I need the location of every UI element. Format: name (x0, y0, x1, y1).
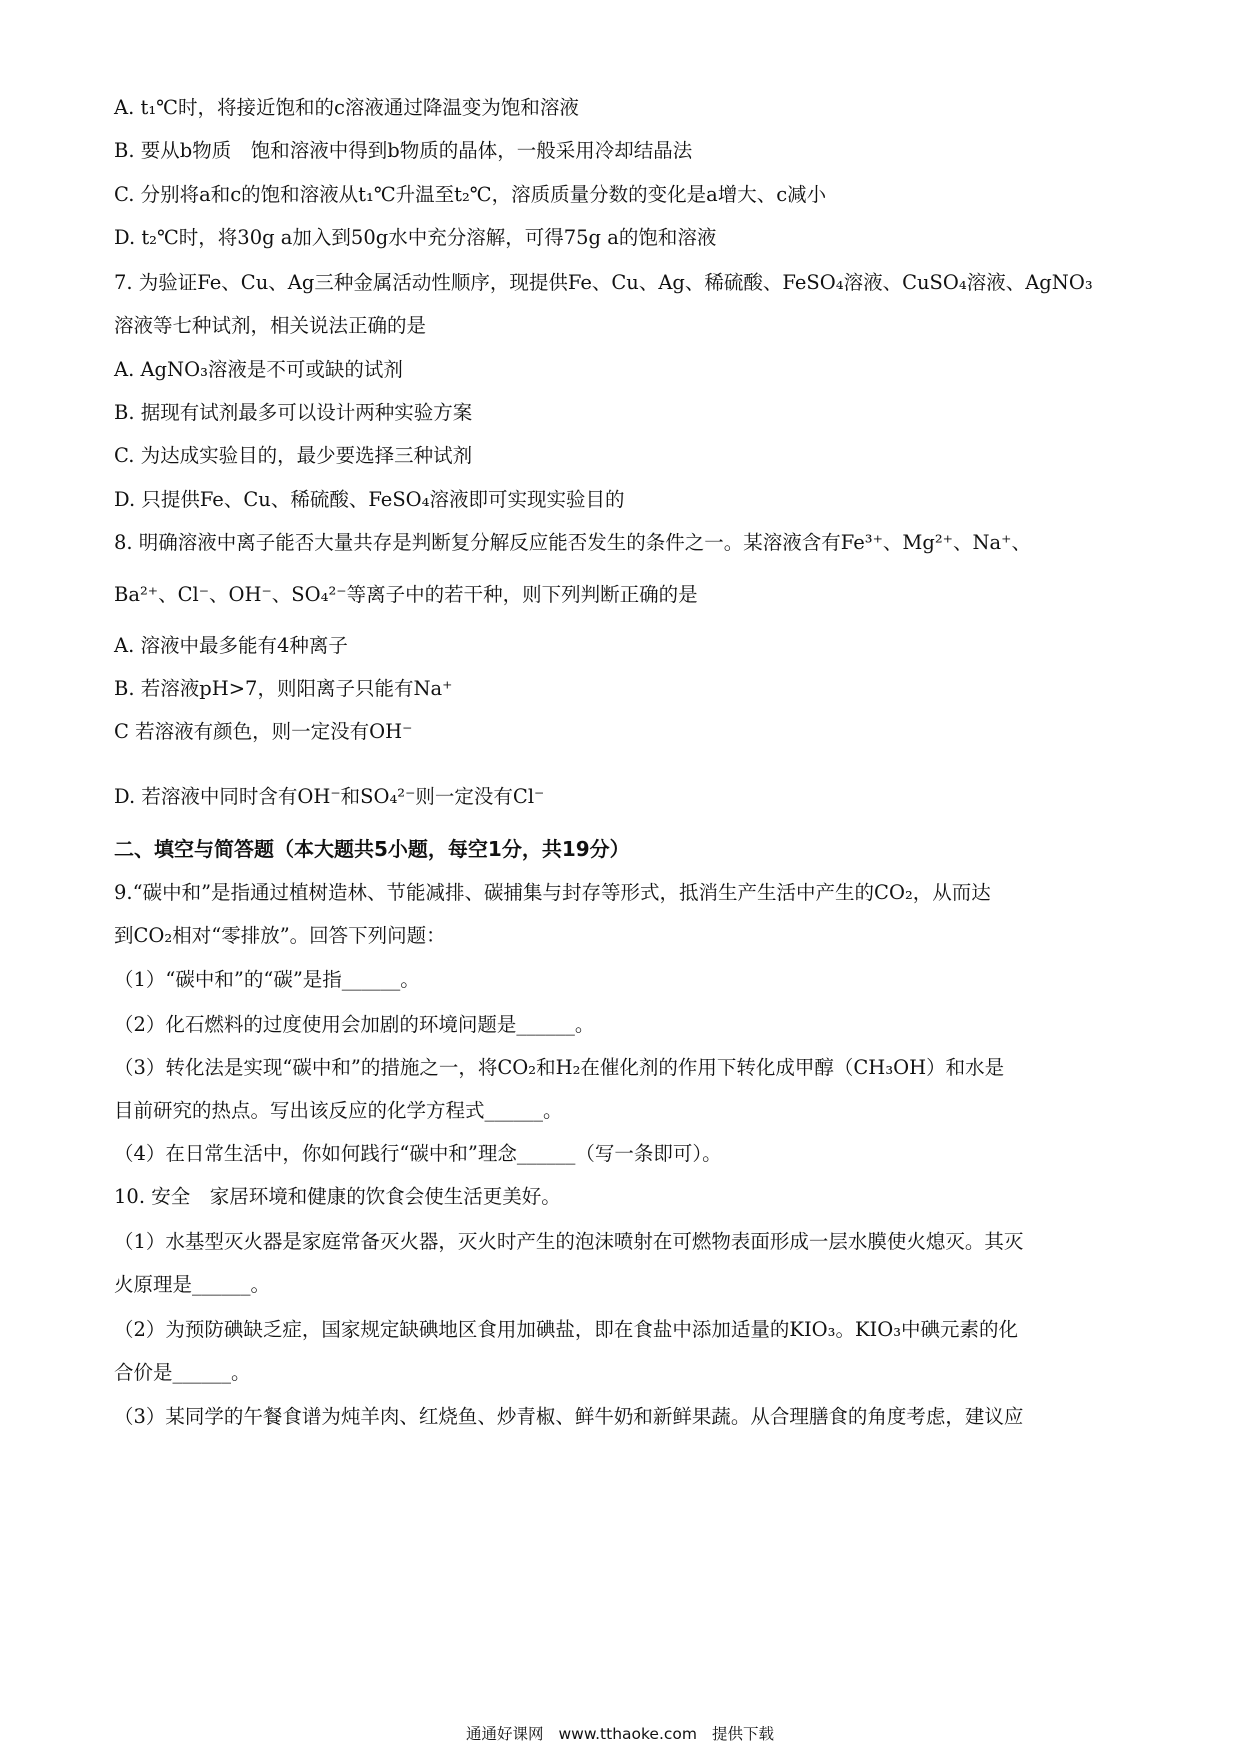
question-10-2: （2）为预防碘缺乏症，国家规定缺碘地区食用加碘盐，即在食盐中添加适量的KIO₃。KIO₃中碘元素的化 (114, 1318, 1019, 1341)
section-heading: 二、填空与简答题（本大题共5小题，每空1分，共19分） (114, 837, 630, 861)
question-10-3: （3）某同学的午餐食谱为炖羊肉、红烧鱼、炒青椒、鲜牛奶和新鲜果蔬。从合理膳食的角度考虑，建议应 (114, 1405, 1024, 1428)
footer-site-name: 通通好课网 (466, 1725, 544, 1743)
option-8a: A. 溶液中最多能有4种离子 (114, 634, 348, 657)
question-9-cont: 到CO₂相对“零排放”。回答下列问题： (114, 924, 446, 947)
option-8d: D. 若溶液中同时含有OH⁻和SO₄²⁻则一定没有Cl⁻ (114, 785, 545, 808)
option-7a: A. AgNO₃溶液是不可或缺的试剂 (114, 358, 403, 381)
question-8: 8. 明确溶液中离子能否大量共存是判断复分解反应能否发生的条件之一。某溶液含有Fe³⁺、Mg²⁺、Na⁺、 (114, 531, 1031, 554)
footer-note: 提供下载 (711, 1725, 774, 1743)
question-8-cont: Ba²⁺、Cl⁻、OH⁻、SO₄²⁻等离子中的若干种，则下列判断正确的是 (114, 583, 698, 606)
question-9-3-cont: 目前研究的热点。写出该反应的化学方程式______。 (114, 1099, 563, 1122)
page-footer (0, 1722, 1240, 1744)
question-10-1: （1）水基型灭火器是家庭常备灭火器，灭火时产生的泡沫喷射在可燃物表面形成一层水膜使火熄灭。其灭 (114, 1230, 1024, 1253)
option-7d: D. 只提供Fe、Cu、稀硫酸、FeSO₄溶液即可实现实验目的 (114, 488, 625, 511)
question-7: 7. 为验证Fe、Cu、Ag三种金属活动性顺序，现提供Fe、Cu、Ag、稀硫酸、FeSO₄溶液、CuSO₄溶液、AgNO₃ (114, 271, 1093, 294)
question-10: 10. 安全 家居环境和健康的饮食会使生活更美好。 (114, 1185, 561, 1208)
option-8b: B. 若溶液pH>7，则阳离子只能有Na⁺ (114, 677, 453, 700)
question-9-3: （3）转化法是实现“碳中和”的措施之一，将CO₂和H₂在催化剂的作用下转化成甲醇（CH₃OH）和水是 (114, 1056, 1005, 1079)
question-10-2-cont: 合价是______。 (114, 1361, 251, 1384)
question-9-4: （4）在日常生活中，你如何践行“碳中和”理念______（写一条即可）。 (114, 1142, 722, 1165)
option-6d: D. t₂℃时，将30g a加入到50g水中充分溶解，可得75g a的饱和溶液 (114, 226, 717, 249)
question-9: 9.“碳中和”是指通过植树造林、节能减排、碳捕集与封存等形式，抵消生产生活中产生的CO₂，从而达 (114, 881, 991, 904)
question-9-2: （2）化石燃料的过度使用会加剧的环境问题是______。 (114, 1013, 595, 1036)
question-10-1-cont: 火原理是______。 (114, 1273, 271, 1296)
option-8c: C 若溶液有颜色，则一定没有OH⁻ (114, 720, 413, 743)
option-6c: C. 分别将a和c的饱和溶液从t₁℃升温至t₂℃，溶质质量分数的变化是a增大、c减小 (114, 183, 827, 206)
option-7b: B. 据现有试剂最多可以设计两种实验方案 (114, 401, 473, 424)
option-6a: A. t₁℃时，将接近饱和的c溶液通过降温变为饱和溶液 (114, 96, 579, 119)
option-6b: B. 要从b物质 饱和溶液中得到b物质的晶体，一般采用冷却结晶法 (114, 139, 693, 162)
question-7-cont: 溶液等七种试剂，相关说法正确的是 (114, 314, 427, 337)
footer-url[interactable]: www.tthaoke.com (558, 1725, 697, 1743)
question-9-1: （1）“碳中和”的“碳”是指______。 (114, 968, 420, 991)
option-7c: C. 为达成实验目的，最少要选择三种试剂 (114, 444, 473, 467)
